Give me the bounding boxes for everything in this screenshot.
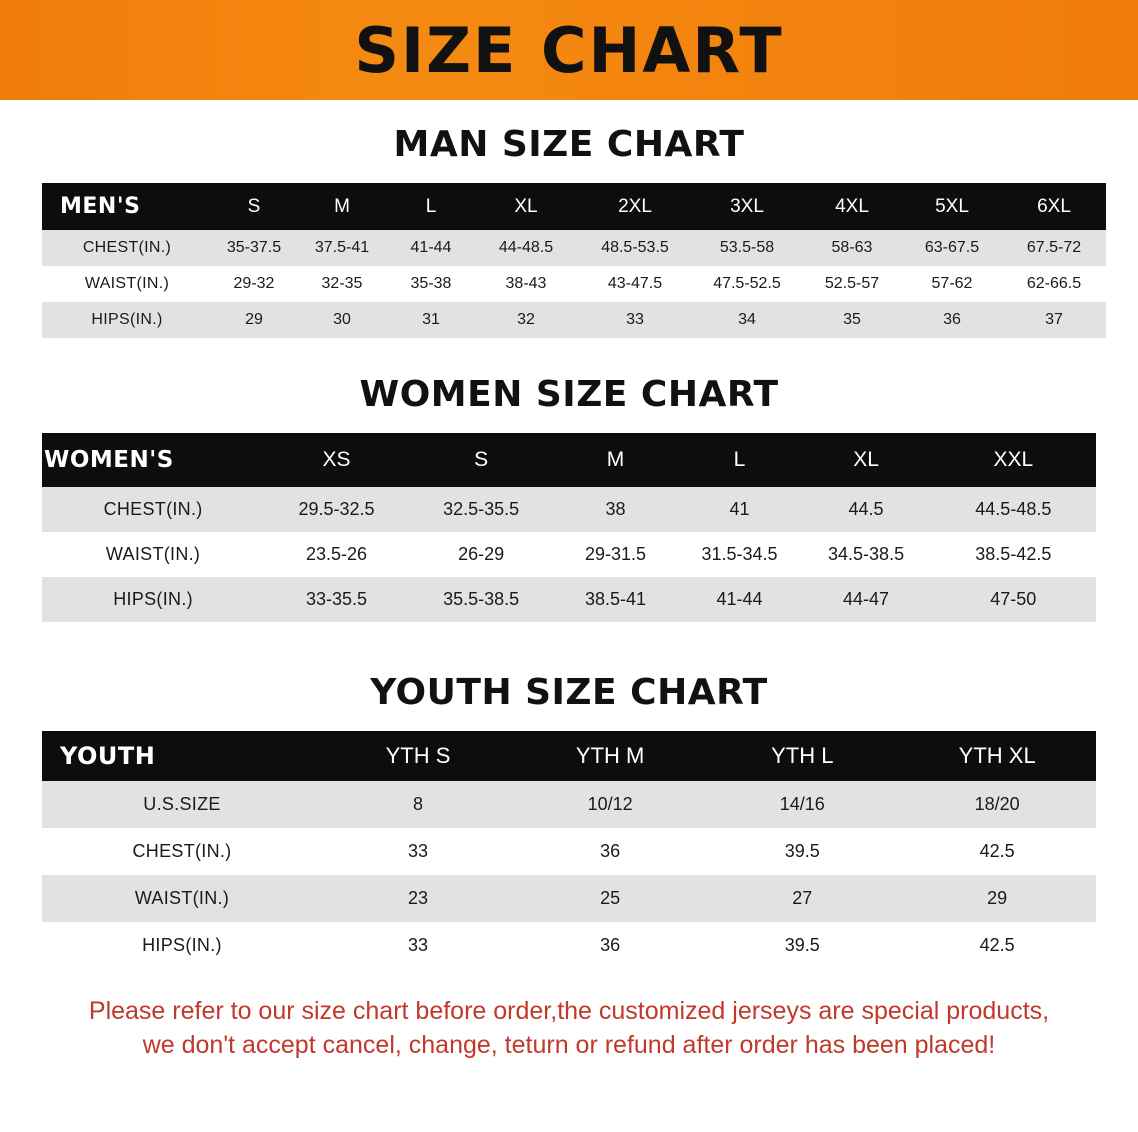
section-title-man: MAN SIZE CHART (393, 124, 745, 165)
page-title: SIZE CHART (354, 14, 784, 87)
women-header-label: WOMEN'S (44, 447, 174, 473)
women-hips-xxl: 47-50 (931, 577, 1096, 622)
women-hips-l: 41-44 (677, 577, 801, 622)
table-row (42, 577, 1096, 622)
men-chest-m: 37.5-41 (296, 230, 388, 266)
youth-waist-m: 25 (514, 875, 706, 922)
men-header-3xl: 3XL (730, 195, 764, 217)
youth-row-label-ussize: U.S.SIZE (42, 781, 322, 828)
youth-waist-l: 27 (706, 875, 898, 922)
youth-row-label-hips: HIPS(IN.) (42, 922, 322, 969)
youth-chest-l: 39.5 (706, 828, 898, 875)
men-header-2xl: 2XL (618, 195, 652, 217)
table-row (42, 266, 1106, 302)
table-row (42, 875, 1096, 922)
table-row (42, 922, 1096, 969)
men-header-l: L (425, 195, 437, 217)
men-size-table (42, 183, 1106, 338)
youth-row-label-chest: CHEST(IN.) (42, 828, 322, 875)
youth-ussize-l: 14/16 (706, 781, 898, 828)
men-header-s: S (247, 195, 261, 217)
men-waist-6xl: 62-66.5 (1002, 266, 1106, 302)
women-hips-xl: 44-47 (801, 577, 930, 622)
youth-hips-l: 39.5 (706, 922, 898, 969)
women-waist-m: 29-31.5 (553, 532, 677, 577)
men-header-xl: XL (514, 195, 538, 217)
youth-size-table (42, 731, 1096, 969)
men-header-6xl: 6XL (1037, 195, 1071, 217)
men-chest-l: 41-44 (388, 230, 474, 266)
youth-table-wrap (42, 731, 1096, 969)
men-header-5xl: 5XL (935, 195, 969, 217)
policy-note (40, 995, 1098, 1063)
youth-waist-xl: 29 (898, 875, 1096, 922)
table-row (42, 487, 1096, 532)
men-waist-5xl: 57-62 (902, 266, 1002, 302)
table-row (42, 302, 1106, 338)
youth-chest-m: 36 (514, 828, 706, 875)
women-row-label-waist: WAIST(IN.) (42, 532, 264, 577)
men-hips-s: 29 (212, 302, 296, 338)
policy-note-line1: Please refer to our size chart before order,the customized jerseys are special products, (88, 997, 1050, 1025)
women-hips-m: 38.5-41 (553, 577, 677, 622)
men-row-label-chest: CHEST(IN.) (42, 230, 212, 266)
men-waist-xl: 38-43 (474, 266, 578, 302)
youth-hips-s: 33 (322, 922, 514, 969)
table-row (42, 532, 1096, 577)
men-waist-m: 32-35 (296, 266, 388, 302)
youth-hips-m: 36 (514, 922, 706, 969)
youth-hips-xl: 42.5 (898, 922, 1096, 969)
men-chest-5xl: 63-67.5 (902, 230, 1002, 266)
men-waist-2xl: 43-47.5 (578, 266, 692, 302)
youth-header-yth-s: YTH S (385, 743, 451, 768)
youth-header-yth-l: YTH L (771, 743, 834, 768)
men-row-label-waist: WAIST(IN.) (42, 266, 212, 302)
women-chest-m: 38 (553, 487, 677, 532)
women-header-xs: XS (322, 448, 351, 471)
men-waist-l: 35-38 (388, 266, 474, 302)
policy-note-line2: we don't accept cancel, change, teturn or refund after order has been placed! (142, 1030, 996, 1059)
youth-chest-s: 33 (322, 828, 514, 875)
header-banner (0, 0, 1138, 100)
women-header-xl: XL (853, 448, 879, 471)
men-chest-4xl: 58-63 (802, 230, 902, 266)
women-table-wrap (42, 433, 1096, 622)
men-hips-l: 31 (388, 302, 474, 338)
women-chest-s: 32.5-35.5 (409, 487, 554, 532)
men-chest-6xl: 67.5-72 (1002, 230, 1106, 266)
men-waist-4xl: 52.5-57 (802, 266, 902, 302)
youth-header-label: YOUTH (60, 742, 156, 770)
youth-ussize-m: 10/12 (514, 781, 706, 828)
women-chest-xs: 29.5-32.5 (264, 487, 409, 532)
men-hips-6xl: 37 (1002, 302, 1106, 338)
women-waist-xl: 34.5-38.5 (801, 532, 930, 577)
table-row (42, 230, 1106, 266)
women-chest-xxl: 44.5-48.5 (931, 487, 1096, 532)
men-chest-s: 35-37.5 (212, 230, 296, 266)
youth-ussize-s: 8 (322, 781, 514, 828)
men-hips-4xl: 35 (802, 302, 902, 338)
women-hips-s: 35.5-38.5 (409, 577, 554, 622)
youth-chest-xl: 42.5 (898, 828, 1096, 875)
women-header-xxl: XXL (993, 448, 1034, 471)
women-chest-xl: 44.5 (801, 487, 930, 532)
youth-row-label-waist: WAIST(IN.) (42, 875, 322, 922)
women-size-table (42, 433, 1096, 622)
men-header-m: M (334, 195, 350, 217)
table-row (42, 828, 1096, 875)
men-chest-2xl: 48.5-53.5 (578, 230, 692, 266)
women-waist-xxl: 38.5-42.5 (931, 532, 1096, 577)
women-waist-xs: 23.5-26 (264, 532, 409, 577)
youth-header-row (42, 731, 1096, 781)
women-row-label-chest: CHEST(IN.) (42, 487, 264, 532)
youth-header-yth-xl: YTH XL (958, 743, 1036, 768)
women-hips-xs: 33-35.5 (264, 577, 409, 622)
women-header-m: M (606, 448, 625, 471)
youth-header-yth-m: YTH M (575, 743, 645, 768)
youth-ussize-xl: 18/20 (898, 781, 1096, 828)
men-chest-3xl: 53.5-58 (692, 230, 802, 266)
women-header-row (42, 433, 1096, 487)
table-row (42, 781, 1096, 828)
men-hips-3xl: 34 (692, 302, 802, 338)
women-waist-s: 26-29 (409, 532, 554, 577)
men-hips-2xl: 33 (578, 302, 692, 338)
women-waist-l: 31.5-34.5 (677, 532, 801, 577)
men-waist-3xl: 47.5-52.5 (692, 266, 802, 302)
men-row-label-hips: HIPS(IN.) (42, 302, 212, 338)
women-row-label-hips: HIPS(IN.) (42, 577, 264, 622)
youth-waist-s: 23 (322, 875, 514, 922)
women-header-s: S (474, 448, 489, 471)
women-header-l: L (733, 448, 746, 471)
men-hips-xl: 32 (474, 302, 578, 338)
men-header-label: MEN'S (60, 194, 141, 219)
men-hips-5xl: 36 (902, 302, 1002, 338)
section-title-women: WOMEN SIZE CHART (359, 374, 779, 415)
men-waist-s: 29-32 (212, 266, 296, 302)
women-chest-l: 41 (677, 487, 801, 532)
men-hips-m: 30 (296, 302, 388, 338)
men-table-wrap (42, 183, 1096, 338)
men-header-4xl: 4XL (835, 195, 869, 217)
men-header-row (42, 183, 1106, 230)
section-title-youth: YOUTH SIZE CHART (370, 672, 768, 713)
men-chest-xl: 44-48.5 (474, 230, 578, 266)
